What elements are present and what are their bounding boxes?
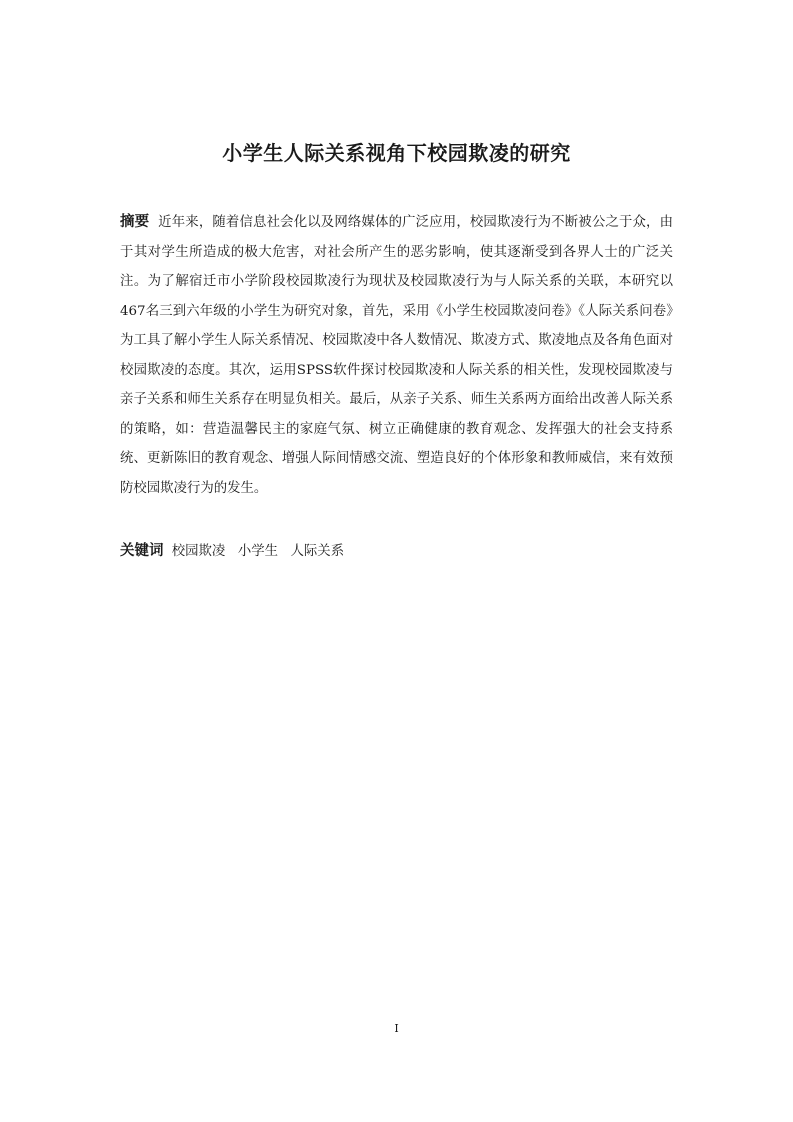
keyword-item: 小学生 bbox=[237, 544, 279, 559]
keyword-item: 校园欺凌 bbox=[171, 544, 226, 559]
page-number: I bbox=[394, 1022, 399, 1035]
keywords-line bbox=[120, 537, 673, 566]
keywords-label: 关键词 bbox=[120, 543, 164, 559]
abstract-paragraph bbox=[120, 208, 673, 503]
abstract-label: 摘要 bbox=[120, 214, 150, 230]
paper-title: 小学生人际关系视角下校园欺凌的研究 bbox=[222, 141, 571, 165]
abstract-text: 近年来，随着信息社会化以及网络媒体的广泛应用，校园欺凌行为不断被公之于众，由于其对学生所造成的极大危害，对社会所产生的恶劣影响，使其逐渐受到各界人士的广泛关注。为了解宿迁市小学阶段校园欺凌行为现状及校园欺凌行为与人际关系的关联，本研究以467名三到六年级的小学生为研究对象，首先，采用《小学生校园欺凌问卷》《人际关系问卷》为工具了解小学生人际关系情况、校园欺凌中各人数情况、欺凌方式、欺凌地点及各角色面对校园欺凌的态度。其次，运用SPSS软件探讨校园欺凌和人际关系的相关性，发现校园欺凌与亲子关系和师生关系存在明显负相关。最后，从亲子关系、师生关系两方面给出改善人际关系的策略，如：营造温馨民主的家庭气氛、树立正确健康的教育观念、发挥强大的社会支持系统、更新陈旧的教育观念、增强人际间情感交流、塑造良好的个体形象和教师威信，来有效预防校园欺凌行为的发生。 bbox=[120, 215, 674, 496]
keyword-item: 人际关系 bbox=[290, 544, 345, 559]
